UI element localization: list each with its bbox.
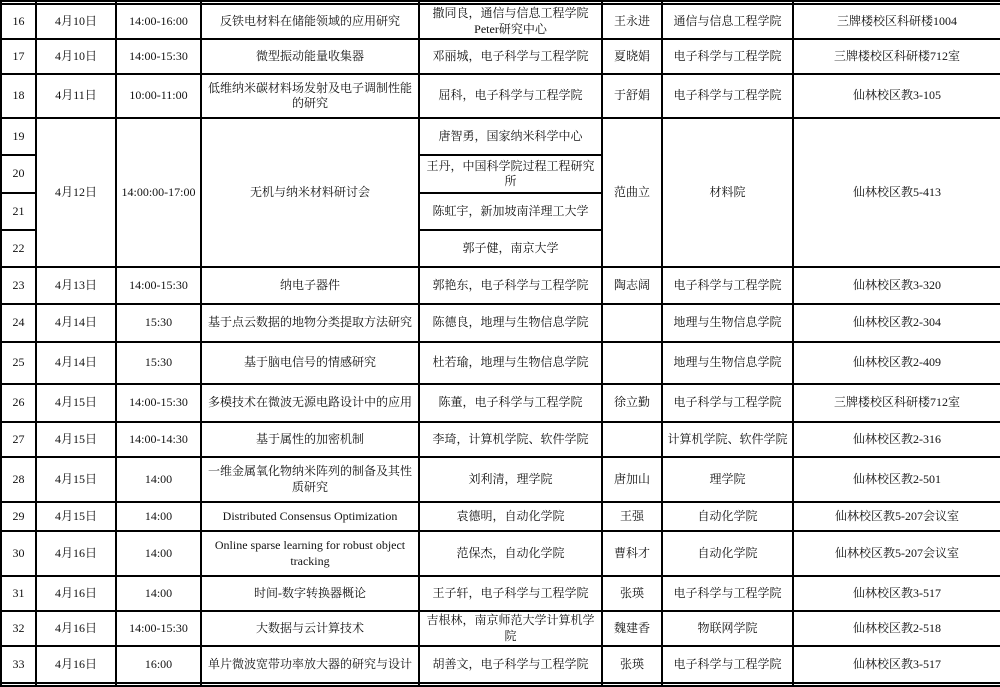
topic-cell: Distributed Consensus Optimization bbox=[201, 502, 419, 531]
date-cell: 4月16日 bbox=[36, 531, 116, 576]
location-cell: 仙林校区教3-517 bbox=[793, 646, 1000, 683]
speaker-cell: 郭子健，南京大学 bbox=[419, 230, 602, 267]
time-cell: 10:00-11:00 bbox=[116, 74, 201, 118]
row-number-cell: 31 bbox=[1, 576, 36, 611]
date-cell: 4月16日 bbox=[36, 576, 116, 611]
date-cell: 4月16日 bbox=[36, 646, 116, 683]
date-cell: 4月15日 bbox=[36, 502, 116, 531]
row-number-cell: 17 bbox=[1, 39, 36, 74]
row-number-cell: 28 bbox=[1, 457, 36, 502]
host-cell: 张瑛 bbox=[602, 576, 662, 611]
host-cell: 徐立勤 bbox=[602, 384, 662, 422]
topic-cell: 反铁电材料在储能领域的应用研究 bbox=[201, 4, 419, 39]
topic-cell: 一维金属氧化物纳米阵列的制备及其性质研究 bbox=[201, 457, 419, 502]
table-row bbox=[1, 304, 1000, 342]
table-row bbox=[1, 611, 1000, 646]
speaker-cell: 郭艳东，电子科学与工程学院 bbox=[419, 267, 602, 304]
host-cell: 陶志阔 bbox=[602, 267, 662, 304]
topic-cell: 多模技术在微波无源电路设计中的应用 bbox=[201, 384, 419, 422]
time-cell: 14:00 bbox=[116, 576, 201, 611]
speaker-cell: 陈董，电子科学与工程学院 bbox=[419, 384, 602, 422]
date-cell: 4月10日 bbox=[36, 39, 116, 74]
department-cell: 计算机学院、软件学院 bbox=[662, 422, 793, 457]
location-cell: 仙林校区教5-413 bbox=[793, 118, 1000, 267]
row-number-cell: 22 bbox=[1, 230, 36, 267]
time-cell: 14:00-15:30 bbox=[116, 39, 201, 74]
row-number-cell: 27 bbox=[1, 422, 36, 457]
row-number-cell: 21 bbox=[1, 193, 36, 230]
date-cell: 4月10日 bbox=[36, 4, 116, 39]
row-number-cell: 25 bbox=[1, 342, 36, 384]
host-cell: 魏建香 bbox=[602, 611, 662, 646]
location-cell: 三牌楼校区科研楼712室 bbox=[793, 384, 1000, 422]
topic-cell: 单片微波宽带功率放大器的研究与设计 bbox=[201, 646, 419, 683]
department-cell: 地理与生物信息学院 bbox=[662, 304, 793, 342]
location-cell: 仙林校区教3-320 bbox=[793, 267, 1000, 304]
date-cell: 4月12日 bbox=[36, 118, 116, 267]
host-cell bbox=[602, 304, 662, 342]
table-row bbox=[1, 422, 1000, 457]
table-row bbox=[1, 267, 1000, 304]
clipped-cell bbox=[662, 683, 793, 686]
table-row-clipped-bottom bbox=[1, 683, 1000, 686]
table-row bbox=[1, 646, 1000, 683]
host-cell: 王强 bbox=[602, 502, 662, 531]
date-cell: 4月15日 bbox=[36, 457, 116, 502]
time-cell: 14:00-15:30 bbox=[116, 267, 201, 304]
topic-cell: 纳电子器件 bbox=[201, 267, 419, 304]
host-cell: 王永进 bbox=[602, 4, 662, 39]
time-cell: 14:00 bbox=[116, 502, 201, 531]
time-cell: 14:00 bbox=[116, 457, 201, 502]
table-row bbox=[1, 502, 1000, 531]
speaker-cell: 撒同良，通信与信息工程学院Peter研究中心 bbox=[419, 4, 602, 39]
location-cell: 仙林校区教5-207会议室 bbox=[793, 531, 1000, 576]
department-cell: 电子科学与工程学院 bbox=[662, 74, 793, 118]
location-cell: 仙林校区教5-207会议室 bbox=[793, 502, 1000, 531]
table-row bbox=[1, 531, 1000, 576]
location-cell: 仙林校区教2-409 bbox=[793, 342, 1000, 384]
date-cell: 4月15日 bbox=[36, 422, 116, 457]
row-number-cell: 16 bbox=[1, 4, 36, 39]
time-cell: 14:00 bbox=[116, 531, 201, 576]
row-number-cell: 26 bbox=[1, 384, 36, 422]
time-cell: 14:00-16:00 bbox=[116, 4, 201, 39]
time-cell: 16:00 bbox=[116, 646, 201, 683]
row-number-cell: 29 bbox=[1, 502, 36, 531]
row-number-cell: 33 bbox=[1, 646, 36, 683]
department-cell: 电子科学与工程学院 bbox=[662, 384, 793, 422]
host-cell bbox=[602, 422, 662, 457]
speaker-cell: 唐智勇，国家纳米科学中心 bbox=[419, 118, 602, 155]
time-cell: 14:00-14:30 bbox=[116, 422, 201, 457]
time-cell: 15:30 bbox=[116, 304, 201, 342]
speaker-cell: 屈科，电子科学与工程学院 bbox=[419, 74, 602, 118]
clipped-cell bbox=[36, 683, 116, 686]
host-cell: 唐加山 bbox=[602, 457, 662, 502]
table-row bbox=[1, 4, 1000, 39]
department-cell: 自动化学院 bbox=[662, 502, 793, 531]
topic-cell: 基于脑电信号的情感研究 bbox=[201, 342, 419, 384]
row-number-cell: 20 bbox=[1, 155, 36, 193]
time-cell: 15:30 bbox=[116, 342, 201, 384]
table-row bbox=[1, 118, 1000, 155]
location-cell: 仙林校区教3-517 bbox=[793, 576, 1000, 611]
row-number-cell: 18 bbox=[1, 74, 36, 118]
table-row bbox=[1, 74, 1000, 118]
location-cell: 仙林校区教2-316 bbox=[793, 422, 1000, 457]
speaker-cell: 杜若瑜，地理与生物信息学院 bbox=[419, 342, 602, 384]
location-cell: 仙林校区教2-304 bbox=[793, 304, 1000, 342]
host-cell: 于舒娟 bbox=[602, 74, 662, 118]
date-cell: 4月11日 bbox=[36, 74, 116, 118]
speaker-cell: 李琦，计算机学院、软件学院 bbox=[419, 422, 602, 457]
location-cell: 三牌楼校区科研楼1004 bbox=[793, 4, 1000, 39]
date-cell: 4月16日 bbox=[36, 611, 116, 646]
time-cell: 14:00:00-17:00 bbox=[116, 118, 201, 267]
table-row bbox=[1, 384, 1000, 422]
location-cell: 三牌楼校区科研楼712室 bbox=[793, 39, 1000, 74]
host-cell: 曹科才 bbox=[602, 531, 662, 576]
speaker-cell: 陈德良，地理与生物信息学院 bbox=[419, 304, 602, 342]
table-row bbox=[1, 342, 1000, 384]
department-cell: 电子科学与工程学院 bbox=[662, 39, 793, 74]
topic-cell: 无机与纳米材料研讨会 bbox=[201, 118, 419, 267]
speaker-cell: 陈虹宇，新加坡南洋理工大学 bbox=[419, 193, 602, 230]
time-cell: 14:00-15:30 bbox=[116, 384, 201, 422]
time-cell: 14:00-15:30 bbox=[116, 611, 201, 646]
host-cell bbox=[602, 342, 662, 384]
host-cell: 范曲立 bbox=[602, 118, 662, 267]
date-cell: 4月14日 bbox=[36, 304, 116, 342]
table-row bbox=[1, 39, 1000, 74]
department-cell: 材料院 bbox=[662, 118, 793, 267]
location-cell: 仙林校区教2-518 bbox=[793, 611, 1000, 646]
date-cell: 4月13日 bbox=[36, 267, 116, 304]
speaker-cell: 范保杰，自动化学院 bbox=[419, 531, 602, 576]
speaker-cell: 王子轩，电子科学与工程学院 bbox=[419, 576, 602, 611]
department-cell: 电子科学与工程学院 bbox=[662, 646, 793, 683]
clipped-cell bbox=[793, 683, 1000, 686]
department-cell: 自动化学院 bbox=[662, 531, 793, 576]
table-row bbox=[1, 457, 1000, 502]
department-cell: 地理与生物信息学院 bbox=[662, 342, 793, 384]
speaker-cell: 刘利清，理学院 bbox=[419, 457, 602, 502]
table-row bbox=[1, 576, 1000, 611]
row-number-cell: 19 bbox=[1, 118, 36, 155]
clipped-cell bbox=[602, 683, 662, 686]
row-number-cell: 24 bbox=[1, 304, 36, 342]
topic-cell: Online sparse learning for robust object tracking bbox=[201, 531, 419, 576]
topic-cell: 基于点云数据的地物分类提取方法研究 bbox=[201, 304, 419, 342]
host-cell: 张瑛 bbox=[602, 646, 662, 683]
clipped-cell bbox=[201, 683, 419, 686]
row-number-cell: 23 bbox=[1, 267, 36, 304]
topic-cell: 基于属性的加密机制 bbox=[201, 422, 419, 457]
department-cell: 电子科学与工程学院 bbox=[662, 576, 793, 611]
department-cell: 理学院 bbox=[662, 457, 793, 502]
speaker-cell: 胡善文，电子科学与工程学院 bbox=[419, 646, 602, 683]
date-cell: 4月15日 bbox=[36, 384, 116, 422]
department-cell: 通信与信息工程学院 bbox=[662, 4, 793, 39]
host-cell: 夏晓娟 bbox=[602, 39, 662, 74]
topic-cell: 微型振动能量收集器 bbox=[201, 39, 419, 74]
location-cell: 仙林校区教2-501 bbox=[793, 457, 1000, 502]
row-number-cell: 30 bbox=[1, 531, 36, 576]
location-cell: 仙林校区教3-105 bbox=[793, 74, 1000, 118]
topic-cell: 低维纳米碳材料场发射及电子调制性能的研究 bbox=[201, 74, 419, 118]
speaker-cell: 吉根林，南京师范大学计算机学院 bbox=[419, 611, 602, 646]
topic-cell: 时间-数字转换器概论 bbox=[201, 576, 419, 611]
topic-cell: 大数据与云计算技术 bbox=[201, 611, 419, 646]
date-cell: 4月14日 bbox=[36, 342, 116, 384]
clipped-cell bbox=[419, 683, 602, 686]
speaker-cell: 袁德明，自动化学院 bbox=[419, 502, 602, 531]
row-number-cell: 32 bbox=[1, 611, 36, 646]
clipped-cell bbox=[1, 683, 36, 686]
speaker-cell: 王丹，中国科学院过程工程研究所 bbox=[419, 155, 602, 193]
department-cell: 物联网学院 bbox=[662, 611, 793, 646]
clipped-cell bbox=[116, 683, 201, 686]
department-cell: 电子科学与工程学院 bbox=[662, 267, 793, 304]
speaker-cell: 邓丽城，电子科学与工程学院 bbox=[419, 39, 602, 74]
